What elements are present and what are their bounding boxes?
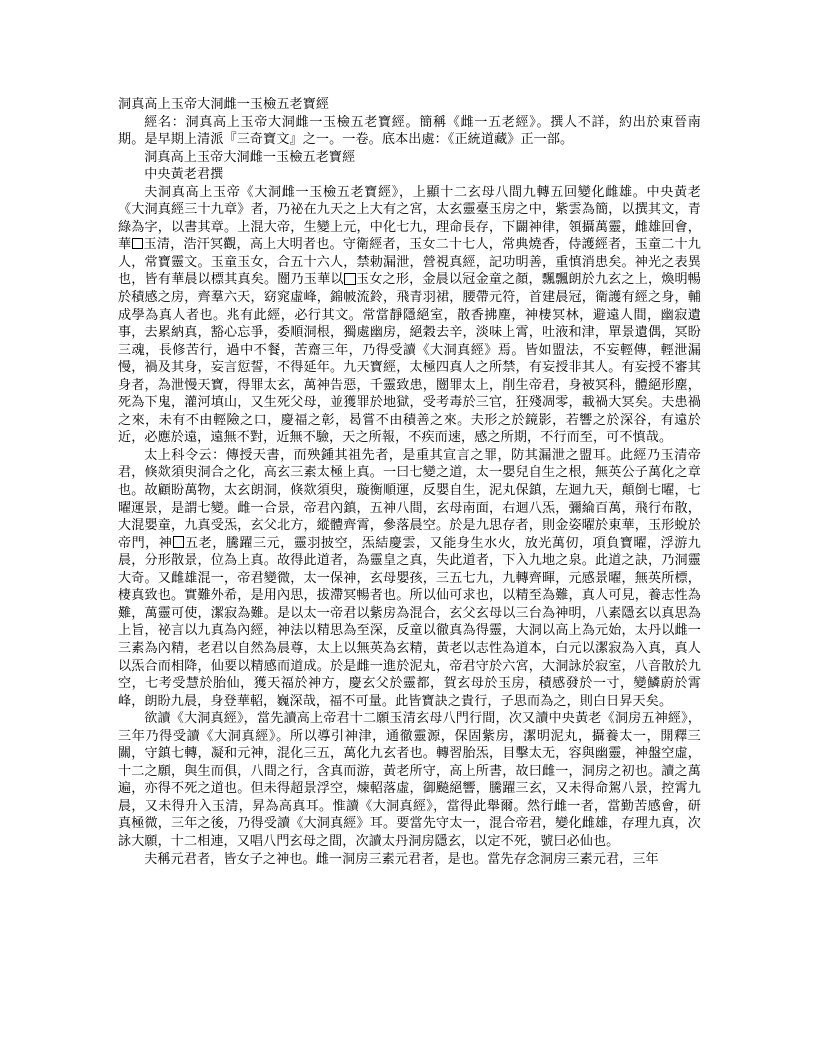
- document-heading: 洞真高上玉帝大洞雌一玉檢五老寶經: [118, 97, 330, 112]
- missing-character-box-icon: [173, 536, 185, 548]
- missing-character-box-icon: [132, 238, 144, 250]
- body-paragraph: 夫洞真高上玉帝《大洞雌一玉檢五老寶經》，上顯十二玄母八間九轉五回變化雌雄。中央黃老《大洞真經三十九章》者，乃祕在九天之上大有之宮，太玄靈臺玉房之中，紫雲為簡，以撰其文，青綠為字，以書其章。上混大帝，生變上元，中化七九，理命長存，下闢神律，領攝萬靈，雌雄回會，華 玉清，浩汗冥觀，高上大明者也。守衛經者，玉女二十七人，常典燒香，侍護經者，玉童二十九人，常寶靈文。玉童玉女，合五十六人，禁勅漏泄，營視真經，記功明善，重慎消患矣。神光之表異也，皆有華晨以標其真矣。闓乃玉華以 玉女之形，金晨以冠金童之顏，飄飄朗於九玄之上，煥明暢於積感之房，齊羣六天，窈窕虛峰，錦帔流鈴，飛青羽裙，腰帶元符，首建晨冠，衛護有經之身，輔成學為真人者也。兆有此經，必行其文。常當靜隱絕室，散香拂塵，神棲冥林，避遠人間，幽寂遺事，去累納真，豁心忘爭，委順洞根，獨處幽房，絕穀去辛，淡味上霄，吐液和津，單景遺偶，冥盼三魂，長修苦行，過中不餐，苦齋三年，乃得受讀《大洞真經》焉。皆如盟法，不妄輕傳，輕泄漏慢，禍及其身，妄言愆誓，不得延年。九天寶經，太極四真人之所禁，有妄授非其人。有妄授不審其身者，為泄慢天寶，得罪太玄，萬神告惡，千靈致患，闓罪太上，削生帝君，身被冥科，體絕形塵，死為下鬼，灌河填山，又生死父母，並獲罪於地獄，受考毒於三官，狂殘凋零，載禍大冥矣。夫患禍之來，未有不由輕險之口，慶福之彰，曷嘗不由積善之來。夫形之於鏡影，若響之於深谷，有遠於近，必應於遠，遠無不對，近無不驗，天之所報，不疾而速，感之所期，不行而至，可不慎哉。: [118, 184, 701, 446]
- body-paragraph: 太上科令云：傳授天書，而殃鍾其祖先者，是重其宣言之罪，防其漏泄之盟耳。此經乃玉清帝君，倏欻須臾洞合之化，高玄三素太極上真。一曰七變之道，太一嬰兒自生之根，無英公子萬化之章也。故顧盼萬物，太玄朗洞，倏欻須臾，璇衡順運，反嬰自生，泥丸保鎮，左迴九天，顛倒七曜，七曜運景，是謂七變。雌一合景，帝君內鎮，五神八間，玄母南面，右迴八炁，彌綸百萬，飛行布散，大混嬰童，九真受炁，玄父北方，縱體齊霄，參落晨空。於是九思存者，則金姿曜於東華，玉形蛻於帝門，神 五老，騰躍三元，靈羽披空，炁結慶雲，又能身生水火，放光萬仞，項負寶曜，浮游九晨，分形散景，位為上真。故得此道者，為靈皇之真，失此道者，下入九地之泉。此道之訣，乃洞靈大奇。又雌雄混一，帝君變微，太一保神，玄母嬰孩，三五七九，九轉齊暉，元感景曜，無英所標，棲真致也。實難外希，是用內思，拔滯冥暢者也。所以仙可求也，以精至為難，真人可見，養志性為難，萬靈可使，潔寂為難。是以太一帝君以紫房為混合，玄父玄母以三台為神明，八素隱玄以真思為上旨，祕言以九真為內經，神法以精思為至深，反童以徹真為得靈，大洞以高上為元始，太丹以雌一三素為內精，老君以自然為晨尊，太上以無英為玄精，黃老以志性為道本，白元以潔寂為入真，真人以炁合而相降，仙要以精感而道成。於是雌一進於泥丸，帝君守於六宮，大洞詠於寂室，八音散於九空，七考受慧於胎仙，獲天福於神方，慶玄父於靈都，賀玄母於玉房，積感發於一寸，變鱗蔚於霄峰，朗盼九晨，身登華軺，巍深哉，福不可量。此皆寶訣之貴行，子思而為之，則白日昇天矣。: [118, 447, 701, 709]
- body-paragraph: 欲讀《大洞真經》，當先讀高上帝君十二願玉清玄母八門行間，次又讀中央黃老《洞房五神經》，三年乃得受讀《大洞真經》。所以導引神津，通徹靈源，保固紫房，潔明泥丸，攝養太一，開釋三關，守鎮七轉，凝和元神，混化三五，萬化九玄者也。轉習胎炁，目擊太无，容與幽靈，神盤空虛，十二之願，與生而俱，八間之行，含真而游，黃老所守，高上所書，故曰雌一，洞房之初也。讀之萬遍，亦得不死之道也。但未得超景浮空，煉軺落虛，御飈絕響，騰躍三玄，又未得命駕八景，控霄九晨，又未得升入玉清，昇為高真耳。惟讀《大洞真經》，當得此舉爾。然行雌一者，當勤苦感會，研真極微，三年之後，乃得受讀《大洞真經》耳。要當先守太一，混合帝君，變化雌雄，存理九真，次詠大願，十二相連，又唱八門玄母之間，次讀太丹洞房隱玄，以定不死，號曰必仙也。: [118, 711, 701, 849]
- document-text-block: [118, 96, 701, 868]
- bibliographic-note: 經名：洞真高上玉帝大洞雌一玉檢五老寶經。簡稱《雌一五老經》。撰人不詳，約出於東晉南期。是早期上清派『三奇寶文』之一。一卷。底本出處：《正統道藏》正一部。: [118, 114, 701, 148]
- missing-character-box-icon: [344, 273, 356, 285]
- attribution-line: 中央黃老君撰: [144, 167, 224, 183]
- scripture-title: 洞真高上玉帝大洞雌一玉檢五老寶經: [144, 149, 356, 165]
- body-paragraph: 夫稱元君者，皆女子之神也。雌一洞房三素元君者，是也。當先存念洞房三素元君，三年: [144, 851, 659, 867]
